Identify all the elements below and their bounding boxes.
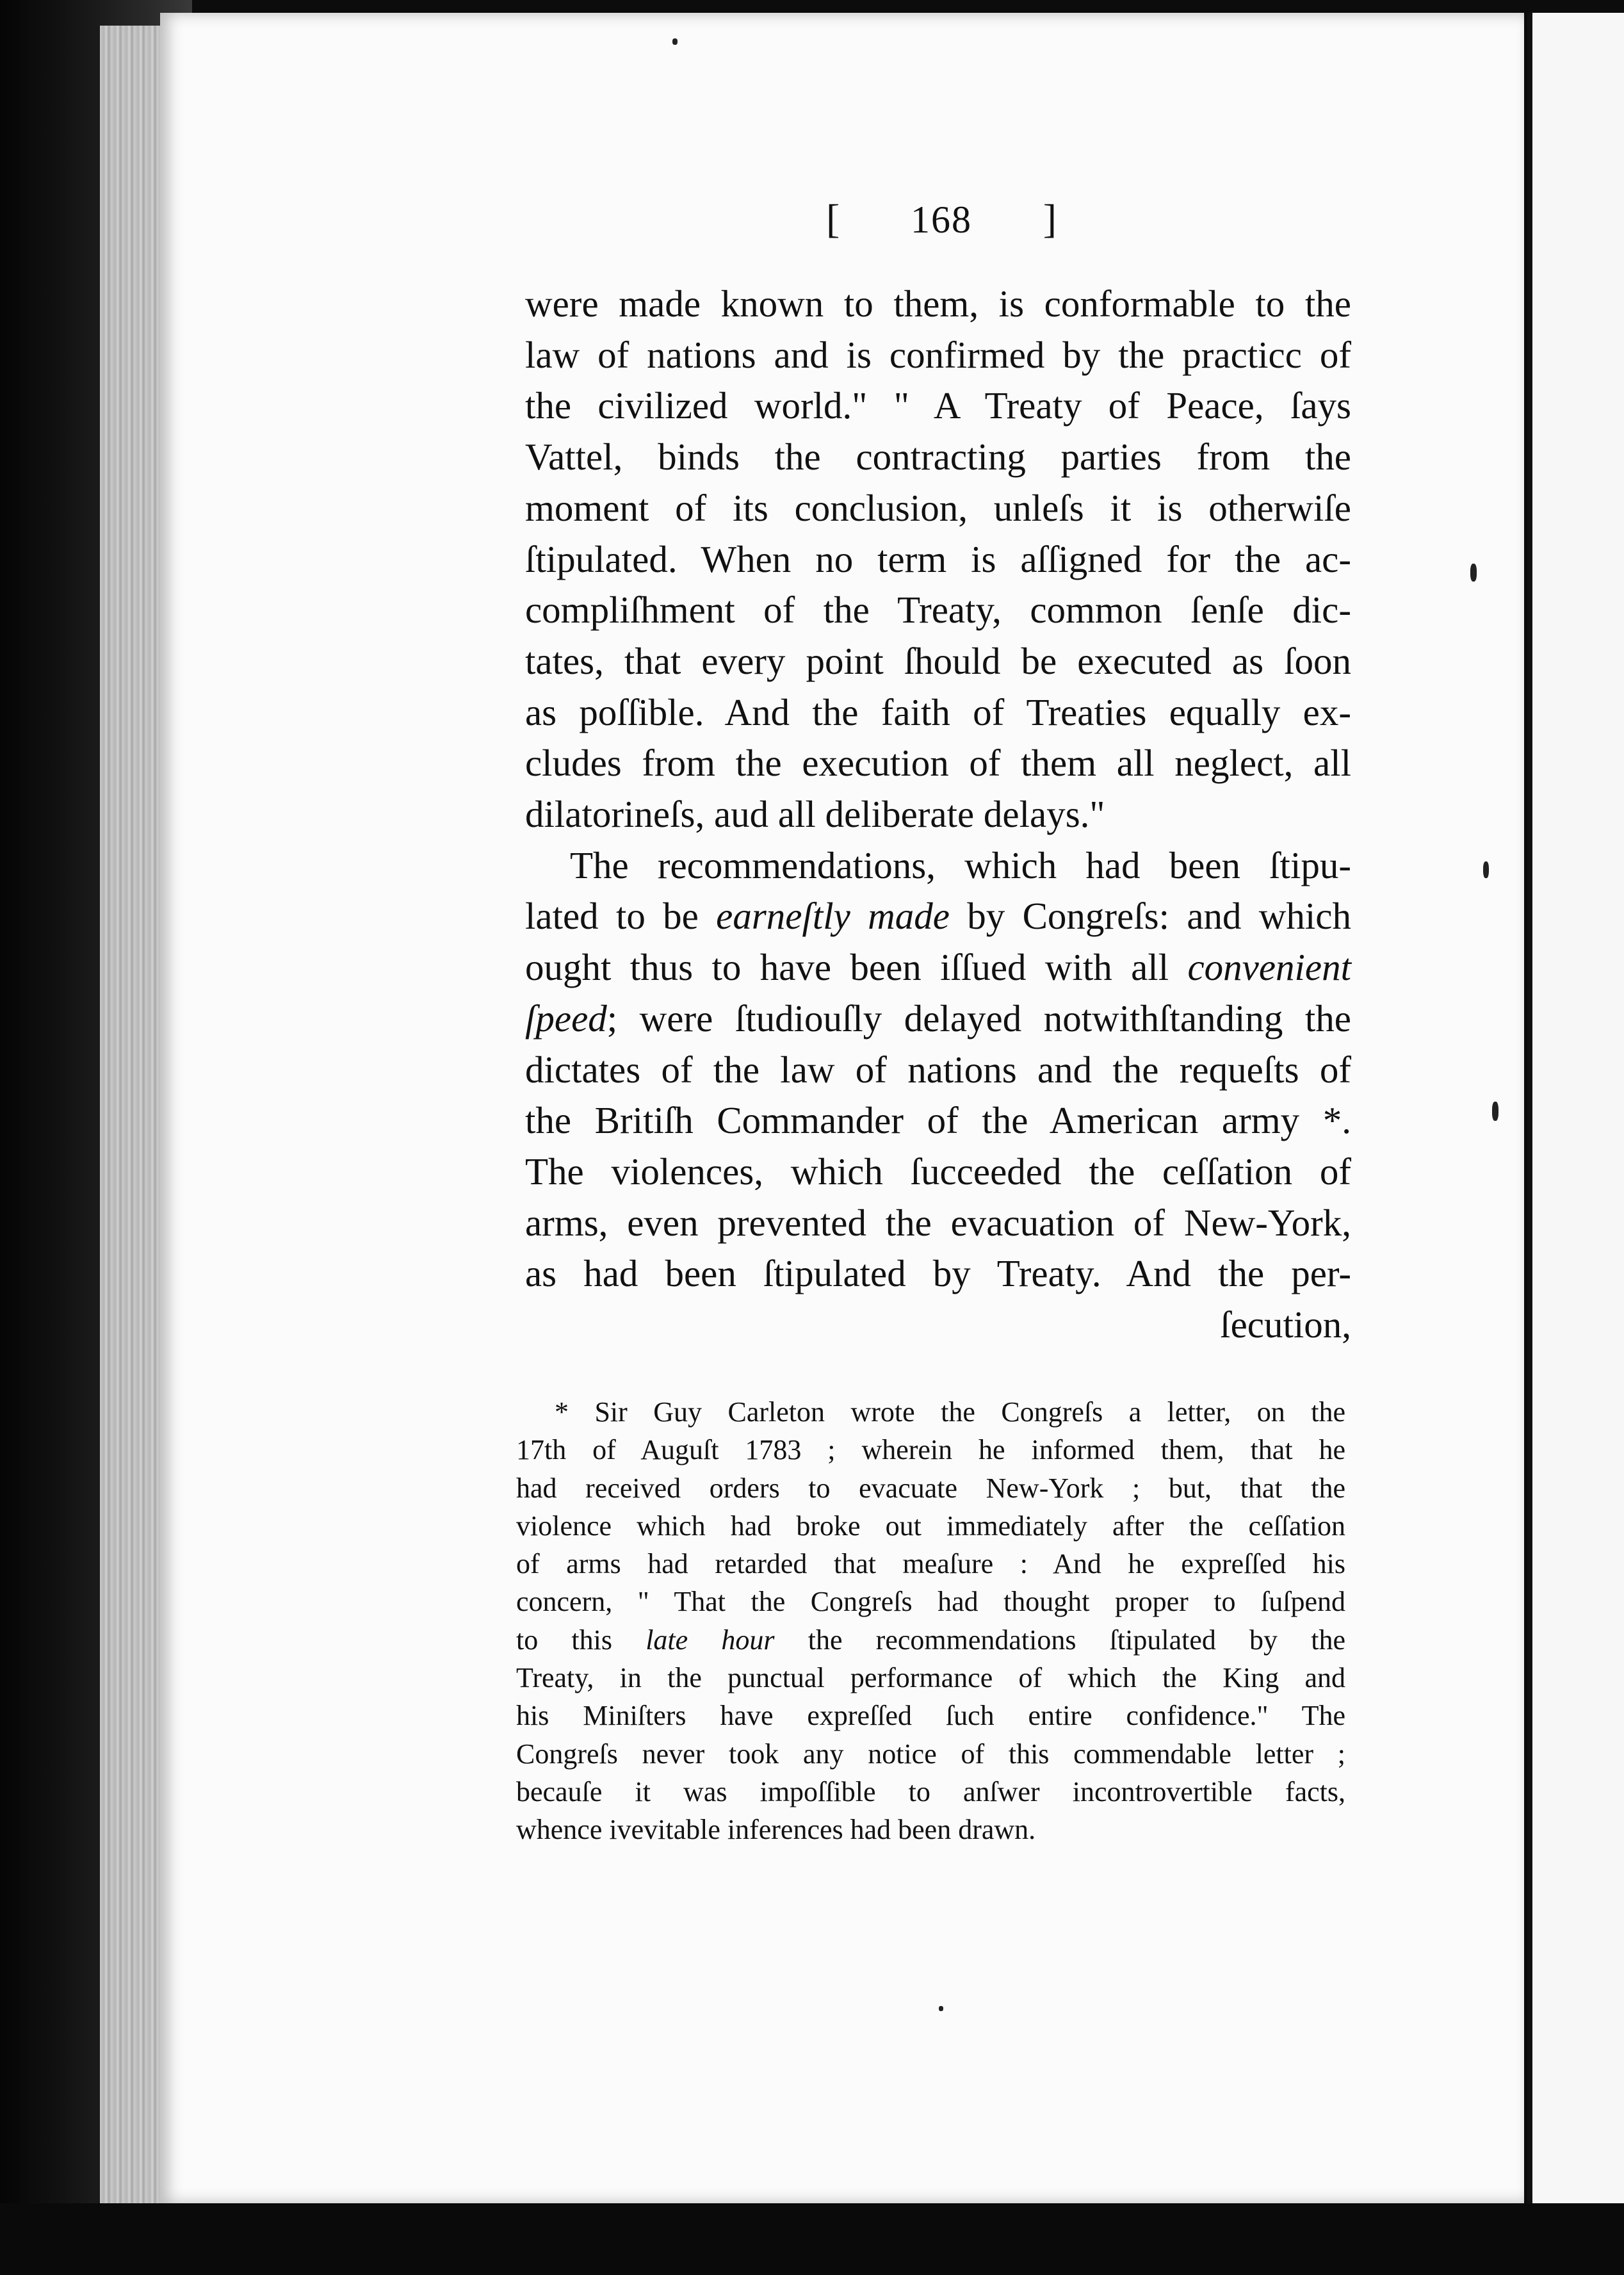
italic-text: earneſtly made	[716, 895, 950, 938]
italic-text: convenient	[1187, 946, 1351, 989]
footnote-line: his Miniſters have expreſſed ſuch entire confidence." The	[516, 1700, 1345, 1732]
bracket-open: [	[826, 196, 840, 241]
footnote	[516, 1393, 1345, 1849]
text-line: The violences, which ſucceeded the ceſſation of	[525, 1150, 1351, 1193]
scan-bottom-border	[0, 2203, 1624, 2275]
main-text	[525, 279, 1351, 1351]
text-line: compliſhment of the Treaty, common ſenſe dic-	[525, 589, 1351, 632]
text-line: the Britiſh Commander of the American army *.	[525, 1099, 1351, 1142]
text-line: as poſſible. And the faith of Treaties equally ex-	[525, 690, 1351, 733]
text-line: the civilized world." " A Treaty of Peace, ſays	[525, 384, 1351, 427]
text-run: ought thus to have been iſſued with all	[525, 946, 1188, 989]
footnote-line: concern, " That the Congreſs had thought proper to ſuſpend	[516, 1586, 1345, 1618]
text-line	[525, 942, 1351, 993]
footnote-line: Treaty, in the punctual performance of which the King and	[516, 1662, 1345, 1694]
footnote-line	[516, 1621, 1345, 1659]
text-line: dilatorineſs, aud all deliberate delays."	[525, 793, 1105, 836]
text-line: ſtipulated. When no term is aſſigned for the ac-	[525, 537, 1351, 580]
text-line: as had been ſtipulated by Treaty. And the per-	[525, 1252, 1351, 1295]
ink-speck	[1470, 564, 1477, 582]
footnote-line: Congreſs never took any notice of this commendable letter ;	[516, 1738, 1345, 1770]
text-line: The recommendations, which had been ſtipu-	[570, 844, 1351, 886]
text-run: lated to be	[525, 895, 717, 938]
text-line: moment of its conclusion, unleſs it is otherwiſe	[525, 486, 1351, 529]
bracket-close: ]	[1043, 196, 1057, 241]
catchword: ſecution,	[1220, 1303, 1351, 1346]
text-run: the recommendations ſtipulated by the	[774, 1624, 1346, 1656]
text-run: by Congreſs: and which	[949, 895, 1351, 938]
next-page-edge	[1527, 13, 1624, 2203]
footnote-line: 17th of Auguſt 1783 ; wherein he informed them, that he	[516, 1434, 1345, 1466]
text-line: dictates of the law of nations and the requeſts of	[525, 1048, 1351, 1091]
footnote-line: * Sir Guy Carleton wrote the Congreſs a letter, on the	[555, 1396, 1345, 1428]
italic-text: late hour	[646, 1624, 775, 1656]
footnote-line: of arms had retarded that meaſure : And he expreſſed his	[516, 1548, 1345, 1580]
text-line	[525, 993, 1351, 1045]
text-line: Vattel, binds the contracting parties from the	[525, 436, 1351, 478]
ink-speck	[1483, 861, 1489, 878]
footnote-line: becauſe it was impoſſible to anſwer incontrovertible facts,	[516, 1775, 1345, 1807]
italic-text: ſpeed	[525, 997, 607, 1040]
ink-speck	[939, 2006, 943, 2011]
text-line	[525, 891, 1351, 942]
footnote-line: had received orders to evacuate New-York ; but, that the	[516, 1472, 1345, 1504]
page-number: 168	[911, 199, 972, 241]
text-run: ; were ſtudiouſly delayed notwithſtanding the	[606, 997, 1351, 1040]
footnote-line: violence which had broke out immediately after the ceſſation	[516, 1510, 1345, 1542]
text-line: arms, even prevented the evacuation of New-York,	[525, 1201, 1351, 1244]
ink-speck	[1492, 1102, 1498, 1121]
ink-speck	[672, 38, 678, 45]
text-line: tates, that every point ſhould be executed as ſoon	[525, 639, 1351, 682]
footnote-line: whence ivevitable inferences had been drawn.	[516, 1814, 1036, 1846]
text-run: to this	[516, 1624, 646, 1656]
page-header	[826, 195, 1057, 243]
text-line: law of nations and is confirmed by the practicc of	[525, 333, 1351, 376]
text-line: cludes from the execution of them all neglect, all	[525, 742, 1351, 785]
text-line: were made known to them, is conformable to the	[525, 282, 1351, 325]
